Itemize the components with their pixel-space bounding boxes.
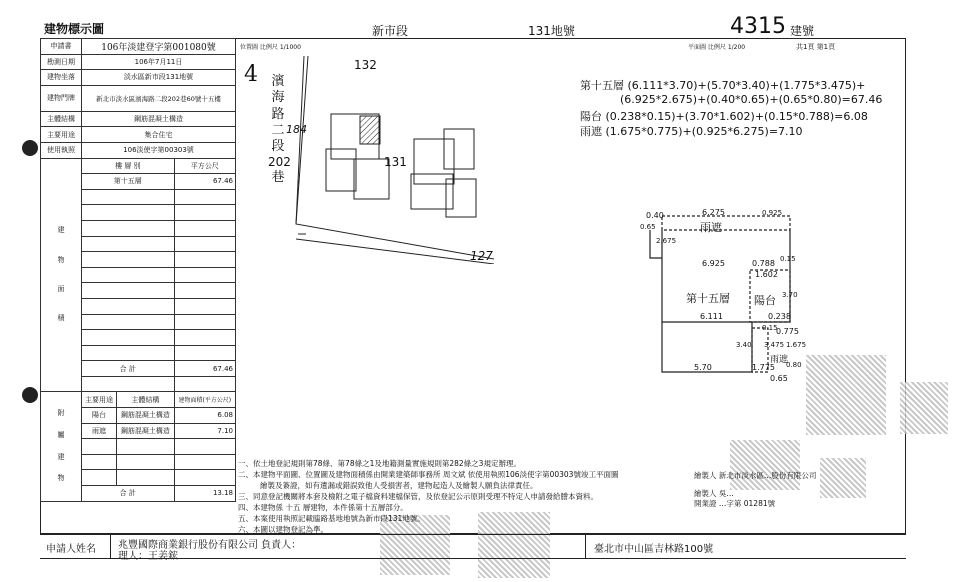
- applicant-address: 臺北市中山區吉林路100號: [594, 544, 714, 555]
- info-value: 106年7月11日: [82, 54, 236, 70]
- table-row: [41, 392, 236, 408]
- attached-use: 雨遮: [82, 423, 117, 439]
- seal-stamp: [806, 355, 886, 435]
- road-char: 濱: [271, 74, 285, 89]
- notes-block: [238, 458, 618, 535]
- note-line: 四、本建物係 十五 層建物，本件係第十五層部分。: [238, 503, 408, 512]
- road-char: 海: [271, 90, 285, 106]
- footer-bottom-rule: [40, 558, 906, 559]
- info-label: 主要用途: [41, 127, 82, 143]
- main-floor-label: 第十五層: [686, 292, 730, 305]
- seal-stamp: [900, 382, 948, 434]
- attached-structure: 鋼筋混凝土構造: [117, 423, 174, 439]
- applicant-name: 兆豐國際商業銀行股份有限公司 負責人：: [118, 540, 302, 551]
- dim-080: 0.80: [786, 361, 802, 369]
- dim-6925: 6.925: [702, 259, 725, 268]
- dim-0775: 0.775: [776, 327, 799, 336]
- attached-header-structure: 主體結構: [117, 392, 174, 408]
- target-building-hatch: [360, 116, 380, 144]
- table-row: [41, 158, 236, 174]
- road-char: 巷: [271, 170, 285, 186]
- total-label: 合 計: [82, 361, 175, 377]
- info-label: 使用執照: [41, 142, 82, 158]
- info-value: 106淡使字第00303號: [82, 142, 236, 158]
- table-row: [41, 70, 236, 86]
- note-line: 三、同意登記機關將本套及檢附之電子檔資料建檔保管，及依登記公示原則受理不特定人申請發給謄本資料。: [238, 492, 598, 501]
- dim-065: 0.65: [640, 223, 656, 231]
- dim-0788: 0.788: [752, 259, 775, 268]
- attached-total: 13.18: [174, 486, 235, 502]
- table-row: [41, 127, 236, 143]
- info-value: 新北市淡水區濱海路二段202巷60號十五樓: [82, 85, 236, 111]
- info-label: 建物坐落: [41, 70, 82, 86]
- road-char: 202: [268, 155, 291, 170]
- drawer-line: 繪製人 吳…: [694, 489, 734, 498]
- note-line: 六、本圖以建物登記為準。: [238, 525, 328, 534]
- location-map-label: 位置圖 比例尺 1/1000: [240, 44, 301, 51]
- table-row: [41, 54, 236, 70]
- attached-structure: 鋼筋混凝土構造: [117, 408, 174, 424]
- info-label: 主體結構: [41, 111, 82, 127]
- north-arrow: 4: [244, 62, 258, 87]
- building-number: 4315: [730, 14, 786, 39]
- road-char: 路: [271, 106, 285, 122]
- dim-6275: 6.275: [702, 208, 725, 217]
- dim-015b: 0.15: [762, 324, 778, 332]
- seal-stamp: [820, 458, 866, 498]
- info-label: 申請書: [41, 39, 82, 55]
- building-block: [414, 139, 454, 184]
- note-line: 五、本案使用執照記載臨路基地地號為新市段131地號。: [238, 514, 425, 523]
- floor-plan-label: 平面圖 比例尺 1/200: [688, 44, 746, 51]
- area-formula-3: 陽台 (0.238*0.15)+(3.70*1.602)+(0.15*0.788)=6.08: [580, 110, 868, 123]
- attached-total-label: 合 計: [82, 486, 175, 502]
- info-label: 建物門牌: [41, 85, 82, 111]
- footer-rule: [40, 534, 906, 535]
- area-header-floor: 樓 層 別: [82, 158, 175, 174]
- canopy-side-label: 雨遮: [770, 355, 789, 365]
- dim-340: 3.40: [736, 341, 752, 349]
- info-value: 淡水區新市段131地號: [82, 70, 236, 86]
- attached-use: 陽台: [82, 408, 117, 424]
- dim-1602: 1.602: [755, 270, 778, 279]
- drawer-line: 開業證 …字第 01281號: [694, 499, 776, 508]
- road-char: 二: [271, 122, 285, 138]
- table-row: [41, 111, 236, 127]
- dim-2675: 2.675: [656, 237, 677, 245]
- area-header-sqm: 平方公尺: [174, 158, 235, 174]
- binder-hole-bottom: [22, 387, 38, 403]
- attached-area: 7.10: [174, 423, 235, 439]
- agent-name: 理人：王姜鋐: [118, 551, 178, 562]
- attached-label: [41, 392, 82, 501]
- note-line: 一、依土地登記規則第78條、第78條之1及地籍測量實施規則第282條之3規定辦理。: [238, 459, 521, 468]
- attached-label-text: 附屬建物: [57, 409, 65, 483]
- total-area: 67.46: [174, 361, 235, 377]
- table-row: [41, 142, 236, 158]
- drawer-line: 繪製人 新北市淡水區…股份有限公司: [694, 471, 817, 480]
- table-row: [41, 39, 236, 55]
- road-edge: [296, 239, 494, 264]
- info-table: [40, 38, 236, 502]
- lot-label-127: 127: [470, 249, 493, 263]
- building-number-unit: 建號: [790, 24, 815, 38]
- lot-boundary: [296, 56, 304, 224]
- dim-1775: 1.775: [752, 363, 775, 372]
- lot-number: 131地號: [528, 24, 575, 38]
- lot-label-131: 131: [384, 155, 407, 169]
- building-block: [446, 179, 476, 217]
- dim-0238: 0.238: [768, 312, 791, 321]
- dim-6111: 6.111: [700, 312, 723, 321]
- floor-area: 67.46: [174, 174, 235, 190]
- canopy-top-label: 雨遮: [700, 221, 722, 234]
- canopy-top: [662, 216, 790, 230]
- footer-divider: [585, 534, 586, 558]
- road-char: 段: [271, 139, 285, 154]
- lot-label-132: 132: [354, 58, 377, 72]
- page-count: 共1頁 第1頁: [796, 43, 836, 51]
- dim-3475: 3.475: [764, 341, 785, 349]
- dim-015a: 0.15: [780, 255, 796, 263]
- area-formula-2: (6.925*2.675)+(0.40*0.65)+(0.65*0.80)=67.46: [620, 93, 883, 106]
- attached-header-area: 建物面積(平方公尺): [174, 392, 235, 408]
- balcony-label: 陽台: [754, 294, 776, 307]
- building-block: [444, 129, 474, 169]
- dim-065b: 0.65: [770, 374, 788, 383]
- dim-370: 3.70: [782, 291, 798, 299]
- building-area-label: [41, 158, 82, 392]
- info-value: 集合住宅: [82, 127, 236, 143]
- dim-0925: 0.925: [762, 209, 783, 217]
- road-name: [268, 74, 291, 187]
- seal-stamp: [730, 440, 800, 490]
- info-label: 勘測日期: [41, 54, 82, 70]
- note-line: 二、本建物平面圖、位置圖及建物面積係由開業建築師事務所 周文斌 依使用執照106淡使字第00303號竣工平面圖: [238, 470, 619, 479]
- note-line: 繪製及簽證，如有遺漏或錯誤致他人受損害者，建物起造人及繪製人願負法律責任。: [260, 481, 538, 490]
- building-area-label-text: 建物面積: [57, 226, 65, 323]
- info-value: 106年淡建登字第001080號: [82, 39, 236, 55]
- footer-divider: [110, 534, 111, 558]
- table-row: [41, 85, 236, 111]
- applicant-label: 申請人姓名: [46, 544, 96, 555]
- attached-header-use: 主要用途: [82, 392, 117, 408]
- attached-area: 6.08: [174, 408, 235, 424]
- binder-hole-top: [22, 140, 38, 156]
- section-name: 新市段: [372, 24, 409, 38]
- area-formula-1: 第十五層 (6.111*3.70)+(5.70*3.40)+(1.775*3.475)+: [580, 79, 866, 92]
- dim-570: 5.70: [694, 363, 712, 372]
- info-value: 鋼筋混凝土構造: [82, 111, 236, 127]
- floor-name: 第十五層: [82, 174, 175, 190]
- document-title: 建物標示圖: [44, 22, 105, 36]
- dim-1675: 1.675: [786, 341, 807, 349]
- dim-040: 0.40: [646, 211, 664, 220]
- road-number: 184: [286, 123, 307, 136]
- area-formula-4: 雨遮 (1.675*0.775)+(0.925*6.275)=7.10: [580, 125, 803, 138]
